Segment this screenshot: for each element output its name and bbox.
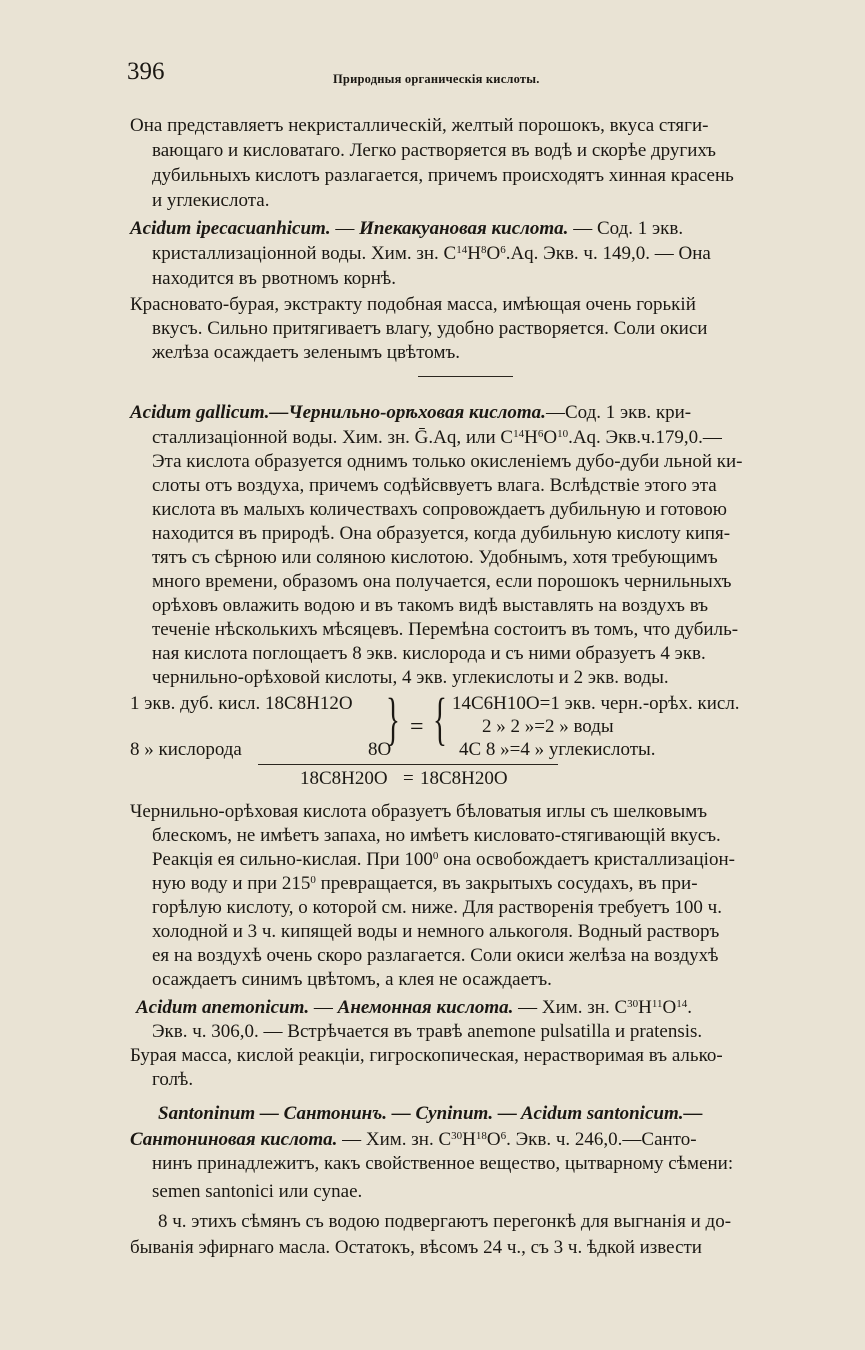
text-line: кислота въ малыхъ количествахъ сопровождаетъ дубильную и готовою	[152, 499, 727, 520]
section-heading-ipecacuanhic: Acidum ipecacuanhicum. — Ипекакуановая кислота. — Сод. 1 экв.	[130, 218, 684, 239]
text-line: холодной и 3 ч. кипящей воды и немного алькоголя. Водный растворъ	[152, 921, 720, 942]
text-line: ея на воздухѣ очень скоро разлагается. Соли окиси желѣза на воздухѣ	[152, 945, 719, 966]
equation-left-2: 8 » кислорода	[130, 739, 242, 760]
text-line: semen santonici или cynae.	[152, 1181, 363, 1202]
text-line: горѣлую кислоту, о которой см. ниже. Для растворенія требуетъ 100 ч.	[152, 897, 722, 918]
equation-left-1: 1 экв. дуб. кисл. 18C8H12O	[130, 693, 353, 714]
text-line: находится въ природѣ. Она образуется, когда дубильную кислоту кипя-	[152, 523, 731, 544]
text-line: 8 ч. этихъ сѣмянъ съ водою подвергаютъ перегонкѣ для выгнанія и до-	[158, 1211, 732, 1232]
text-line: орѣховъ овлажить водою и въ такомъ видѣ выставлять на воздухъ въ	[152, 595, 709, 616]
text-line: вкусъ. Сильно притягиваетъ влагу, удобно растворяется. Соли окиси	[152, 318, 708, 339]
latin-name: Acidum gallicum.	[130, 402, 270, 423]
russian-name: —Чернильно-орѣховая кислота.	[269, 402, 546, 423]
text-line: Экв. ч. 306,0. — Встрѣчается въ травѣ anemone pulsatilla и pratensis.	[152, 1021, 703, 1042]
text-line: дубильныхъ кислотъ разлагается, причемъ происходятъ хинная красень	[152, 165, 734, 186]
text-line: Бурая масса, кислой реакціи, гигроскопическая, нерастворимая въ алько-	[130, 1045, 723, 1066]
text-line: нинъ принадлежитъ, какъ свойственное вещество, цытварному сѣмени:	[152, 1153, 734, 1174]
latin-name: Acidum anemonicum.	[136, 997, 310, 1018]
right-brace: }	[386, 686, 400, 751]
page-number: 396	[127, 58, 165, 85]
text-line: Она представляетъ некристаллическій, желтый порошокъ, вкуса стяги-	[130, 115, 709, 136]
equation-left-value: 8O	[368, 739, 392, 760]
russian-name: Сантониновая кислота.	[130, 1129, 338, 1150]
equals-sign: =	[410, 714, 424, 740]
text-line: теченіе нѣсколькихъ мѣсяцевъ. Перемѣна состоитъ въ томъ, что дубиль-	[152, 619, 739, 640]
text-line: блескомъ, не имѣетъ запаха, но имѣетъ кисловато-стягивающій вкусъ.	[152, 825, 721, 846]
text-line: и углекислота.	[152, 190, 270, 211]
equation-sum-left: 18C8H20O	[300, 768, 388, 789]
equation-sum-equals: =	[403, 768, 414, 789]
section-divider	[418, 376, 513, 377]
text-line: находится въ рвотномъ корнѣ.	[152, 268, 396, 289]
text-line: сталлизаціонной воды. Хим. зн. Ḡ.Aq, или $C^{14}H^6O^{10}.Aq$. Экв.ч.179,0.—	[152, 427, 722, 448]
text-line: Реакція ея сильно-кислая. При $100^0$ она освобождаетъ кристаллизаціон-	[152, 849, 735, 870]
section-heading-santonin: Santoninum — Сантонинъ. — Cyninum. — Acidum santonicum.—	[158, 1103, 703, 1124]
text-line: Красновато-бурая, экстракту подобная масса, имѣющая очень горькій	[130, 294, 696, 315]
russian-name: Ипекакуановая кислота.	[359, 218, 569, 239]
text-line: голѣ.	[152, 1069, 194, 1090]
russian-name: Анемонная кислота.	[337, 997, 514, 1018]
equation-right-1: 14C6H10O=1 экв. черн.-орѣх. кисл.	[452, 693, 740, 714]
running-title: Природныя органическія кислоты.	[333, 72, 540, 86]
equation-sum-right: 18C8H20O	[420, 768, 508, 789]
text-line: ную воду и при $215^0$ превращается, въ закрытыхъ сосудахъ, въ при-	[152, 873, 698, 894]
section-heading-gallic: Acidum gallicum.—Чернильно-орѣховая кислота.—Сод. 1 экв. кри-	[130, 402, 692, 423]
text-line: тятъ съ сѣрною или соляною кислотою. Удобнымъ, хотя требующимъ	[152, 547, 718, 568]
equation-right-3: 4C 8 »=4 » углекислоты.	[459, 739, 656, 760]
equation-sum-line	[258, 764, 558, 765]
latin-name: Acidum ipecacuanhicum.	[130, 218, 331, 239]
text-line: чернильно-орѣховой кислоты, 4 экв. углекислоты и 2 экв. воды.	[152, 667, 669, 688]
text-line: желѣза осаждаетъ зеленымъ цвѣтомъ.	[152, 342, 461, 363]
text-line: кристаллизаціонной воды. Хим. зн. $C^{14}H^8O^6.Aq$. Экв. ч. 149,0. — Она	[152, 243, 711, 264]
section-heading-anemonic: Acidum anemonicum. — Анемонная кислота. — Хим. зн. $C^{30}H^{11}O^{14}$.	[136, 997, 692, 1018]
text-line: быванія эфирнаго масла. Остатокъ, вѣсомъ 24 ч., съ 3 ч. ѣдкой извести	[130, 1237, 702, 1258]
equation-right-2: 2 » 2 »=2 » воды	[482, 716, 614, 737]
text-line: Чернильно-орѣховая кислота образуетъ бѣловатыя иглы съ шелковымъ	[130, 801, 708, 822]
text-line: вающаго и кисловатаго. Легко растворяется въ водѣ и скорѣе другихъ	[152, 140, 716, 161]
text-line: Эта кислота образуется однимъ только окисленіемъ дубо-дуби льной ки-	[152, 451, 743, 472]
text-line: слоты отъ воздуха, причемъ содѣйсввуетъ влага. Вслѣдствіе этого эта	[152, 475, 717, 496]
text-line: Сантониновая кислота. — Хим. зн. $C^{30}H^{18}O^6$. Экв. ч. 246,0.—Санто-	[130, 1129, 697, 1150]
left-brace: {	[433, 686, 447, 751]
text-line: много времени, образомъ она получается, если порошокъ чернильныхъ	[152, 571, 732, 592]
text-line: ная кислота поглощаетъ 8 экв. кислорода и съ ними образуетъ 4 экв.	[152, 643, 706, 664]
text-line: осаждаетъ синимъ цвѣтомъ, а клея не осаждаетъ.	[152, 969, 552, 990]
